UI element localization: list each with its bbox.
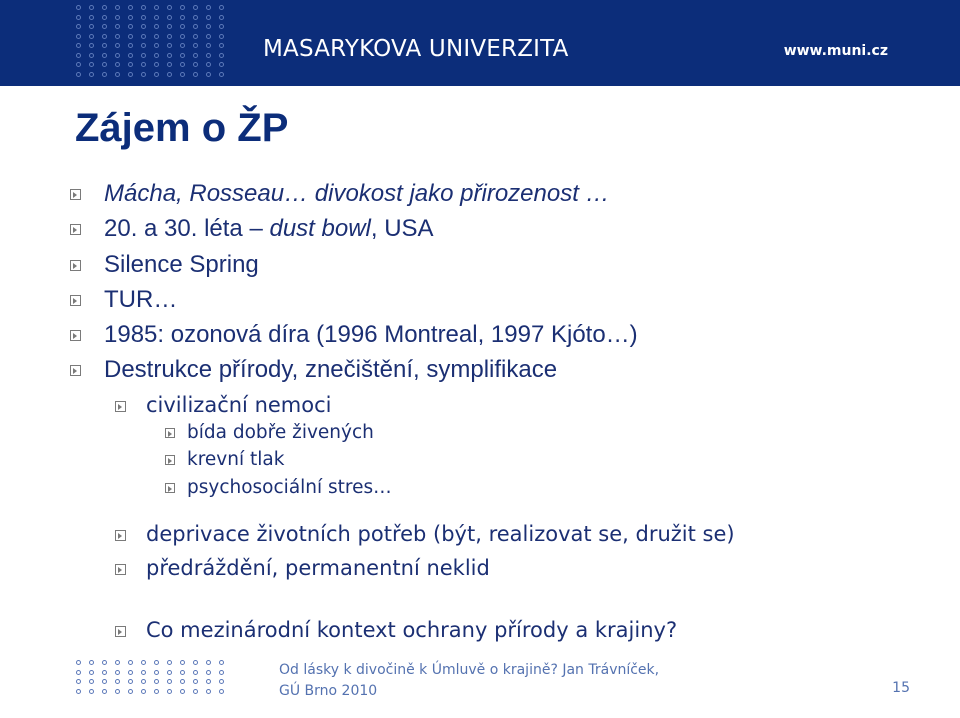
- decorative-dot: [102, 24, 107, 29]
- decorative-dot: [167, 34, 172, 39]
- decorative-dot: [167, 24, 172, 29]
- decorative-dot: [76, 53, 81, 58]
- bullet-arrow-icon: [70, 295, 81, 306]
- decorative-dot: [76, 670, 81, 675]
- decorative-dot: [115, 24, 120, 29]
- decorative-dot: [76, 660, 81, 665]
- decorative-dot: [115, 15, 120, 20]
- decorative-dot: [141, 15, 146, 20]
- decorative-dot: [167, 689, 172, 694]
- bullet-item: [187, 422, 374, 443]
- decorative-dot: [193, 679, 198, 684]
- decorative-dot: [167, 670, 172, 675]
- decorative-dot: [89, 5, 94, 10]
- bullet-item: [104, 321, 638, 349]
- bullet-arrow-icon: [165, 483, 175, 493]
- decorative-dot: [167, 72, 172, 77]
- decorative-dot: [76, 34, 81, 39]
- decorative-dot: [128, 34, 133, 39]
- decorative-dot: [219, 53, 224, 58]
- bullet-text: Silence Spring: [104, 251, 259, 278]
- bullet-item: [146, 522, 735, 546]
- footer-line: Od lásky k divočině k Úmluvě o krajině? Jan Trávníček,: [279, 662, 660, 678]
- decorative-dot: [89, 15, 94, 20]
- bullet-text: Co mezinárodní kontext ochrany přírody a krajiny?: [146, 618, 678, 642]
- decorative-dot: [193, 43, 198, 48]
- bullet-arrow-icon: [165, 455, 175, 465]
- bullet-item: [104, 251, 259, 279]
- bullet-arrow-icon: [165, 428, 175, 438]
- decorative-dot: [219, 670, 224, 675]
- decorative-dot: [128, 43, 133, 48]
- decorative-dot: [154, 679, 159, 684]
- decorative-dot: [206, 53, 211, 58]
- bullet-arrow-icon: [70, 189, 81, 200]
- decorative-dot: [154, 72, 159, 77]
- decorative-dot: [167, 62, 172, 67]
- bullet-text: krevní tlak: [187, 449, 285, 470]
- decorative-dot: [102, 670, 107, 675]
- decorative-dot: [206, 24, 211, 29]
- decorative-dot: [154, 15, 159, 20]
- decorative-dot: [206, 660, 211, 665]
- bullet-text: Destrukce přírody, znečištění, symplifikace: [104, 356, 558, 383]
- decorative-dot: [115, 34, 120, 39]
- decorative-dot: [219, 5, 224, 10]
- bullet-text-italic: dust bowl: [269, 215, 371, 242]
- decorative-dot: [76, 43, 81, 48]
- decorative-dot: [154, 24, 159, 29]
- decorative-dot: [193, 34, 198, 39]
- decorative-dot: [180, 689, 185, 694]
- decorative-dot: [115, 670, 120, 675]
- decorative-dot: [76, 689, 81, 694]
- decorative-dot: [115, 689, 120, 694]
- bullet-text: bída dobře živených: [187, 422, 374, 443]
- decorative-dot: [141, 62, 146, 67]
- decorative-dot: [141, 660, 146, 665]
- decorative-dot: [154, 5, 159, 10]
- decorative-dot: [89, 34, 94, 39]
- decorative-dot: [167, 660, 172, 665]
- bullet-text: Mácha, Rosseau… divokost jako přirozenost …: [104, 180, 610, 207]
- decorative-dot: [141, 34, 146, 39]
- decorative-dot: [180, 5, 185, 10]
- bullet-item: [146, 393, 331, 417]
- decorative-dot: [193, 660, 198, 665]
- decorative-dot: [141, 53, 146, 58]
- decorative-dot: [102, 15, 107, 20]
- decorative-dot: [128, 670, 133, 675]
- bullet-arrow-icon: [115, 401, 126, 412]
- decorative-dot: [206, 679, 211, 684]
- decorative-dot: [115, 679, 120, 684]
- decorative-dot: [193, 689, 198, 694]
- decorative-dot: [141, 5, 146, 10]
- decorative-dot: [89, 53, 94, 58]
- decorative-dot: [115, 5, 120, 10]
- decorative-dot: [115, 660, 120, 665]
- decorative-dot: [206, 34, 211, 39]
- decorative-dot: [193, 62, 198, 67]
- bullet-item: [146, 556, 490, 580]
- decorative-dot: [193, 72, 198, 77]
- decorative-dot: [180, 670, 185, 675]
- bullet-arrow-icon: [115, 626, 126, 637]
- decorative-dot: [154, 689, 159, 694]
- decorative-dot: [154, 660, 159, 665]
- decorative-dot: [193, 24, 198, 29]
- decorative-dot: [128, 53, 133, 58]
- decorative-dot: [128, 15, 133, 20]
- bullet-text: 1985: ozonová díra (1996 Montreal, 1997 Kjóto…): [104, 321, 638, 348]
- footer-line: GÚ Brno 2010: [279, 683, 378, 699]
- bullet-arrow-icon: [115, 564, 126, 575]
- decorative-dot: [102, 62, 107, 67]
- bullet-text: , USA: [370, 215, 434, 242]
- decorative-dot: [141, 679, 146, 684]
- decorative-dot: [206, 670, 211, 675]
- bullet-item: [187, 477, 392, 498]
- decorative-dot: [180, 679, 185, 684]
- decorative-dot: [154, 34, 159, 39]
- decorative-dot: [128, 679, 133, 684]
- decorative-dot: [89, 72, 94, 77]
- bullet-text: TUR…: [104, 286, 178, 313]
- decorative-dot: [219, 689, 224, 694]
- decorative-dot: [219, 24, 224, 29]
- decorative-dot: [76, 5, 81, 10]
- bullet-text: deprivace životních potřeb (být, realizovat se, družit se): [146, 522, 735, 546]
- bullet-text: předráždění, permanentní neklid: [146, 556, 490, 580]
- decorative-dot: [206, 72, 211, 77]
- bullet-arrow-icon: [70, 330, 81, 341]
- decorative-dot: [154, 43, 159, 48]
- decorative-dot: [89, 62, 94, 67]
- decorative-dot: [167, 679, 172, 684]
- decorative-dot: [219, 660, 224, 665]
- bullet-text: civilizační nemoci: [146, 393, 332, 417]
- decorative-dot: [206, 62, 211, 67]
- decorative-dot: [76, 62, 81, 67]
- decorative-dot: [141, 689, 146, 694]
- decorative-dot: [219, 34, 224, 39]
- decorative-dot: [219, 72, 224, 77]
- decorative-dot: [193, 5, 198, 10]
- decorative-dot: [128, 62, 133, 67]
- decorative-dot: [141, 24, 146, 29]
- decorative-dot: [180, 72, 185, 77]
- decorative-dot: [206, 15, 211, 20]
- decorative-dot: [180, 43, 185, 48]
- decorative-dot: [102, 689, 107, 694]
- decorative-dot: [76, 15, 81, 20]
- decorative-dot: [167, 5, 172, 10]
- decorative-dot: [219, 679, 224, 684]
- decorative-dot: [206, 689, 211, 694]
- decorative-dot: [89, 660, 94, 665]
- decorative-dot: [141, 72, 146, 77]
- dot-pattern-decoration: [76, 660, 227, 694]
- decorative-dot: [76, 72, 81, 77]
- university-brand: MASARYKOVA UNIVERZITA: [263, 36, 569, 62]
- decorative-dot: [219, 15, 224, 20]
- decorative-dot: [219, 43, 224, 48]
- decorative-dot: [76, 679, 81, 684]
- bullet-item: [104, 180, 610, 208]
- decorative-dot: [180, 24, 185, 29]
- slide-title: Zájem o ŽP: [75, 106, 289, 150]
- decorative-dot: [180, 53, 185, 58]
- decorative-dot: [89, 689, 94, 694]
- decorative-dot: [89, 670, 94, 675]
- header-bar: [0, 0, 960, 86]
- bullet-item: [187, 449, 284, 470]
- decorative-dot: [89, 24, 94, 29]
- decorative-dot: [89, 679, 94, 684]
- bullet-arrow-icon: [70, 260, 81, 271]
- decorative-dot: [180, 34, 185, 39]
- decorative-dot: [193, 670, 198, 675]
- bullet-arrow-icon: [115, 530, 126, 541]
- bullet-item: [146, 618, 677, 642]
- decorative-dot: [180, 15, 185, 20]
- bullet-arrow-icon: [70, 365, 81, 376]
- decorative-dot: [180, 660, 185, 665]
- footer-citation: [279, 660, 699, 702]
- decorative-dot: [102, 43, 107, 48]
- decorative-dot: [128, 689, 133, 694]
- decorative-dot: [115, 53, 120, 58]
- decorative-dot: [154, 62, 159, 67]
- decorative-dot: [128, 72, 133, 77]
- decorative-dot: [115, 43, 120, 48]
- decorative-dot: [206, 43, 211, 48]
- decorative-dot: [128, 24, 133, 29]
- decorative-dot: [167, 53, 172, 58]
- bullet-arrow-icon: [70, 224, 81, 235]
- decorative-dot: [141, 670, 146, 675]
- decorative-dot: [128, 660, 133, 665]
- decorative-dot: [102, 53, 107, 58]
- bullet-item: [104, 286, 177, 314]
- decorative-dot: [193, 15, 198, 20]
- decorative-dot: [154, 670, 159, 675]
- decorative-dot: [206, 5, 211, 10]
- decorative-dot: [102, 5, 107, 10]
- decorative-dot: [76, 24, 81, 29]
- decorative-dot: [102, 660, 107, 665]
- dot-pattern-decoration: [76, 5, 227, 77]
- decorative-dot: [102, 72, 107, 77]
- bullet-item: [104, 215, 434, 243]
- decorative-dot: [115, 62, 120, 67]
- decorative-dot: [102, 34, 107, 39]
- decorative-dot: [167, 43, 172, 48]
- decorative-dot: [193, 53, 198, 58]
- page-number: 15: [892, 680, 910, 696]
- decorative-dot: [115, 72, 120, 77]
- bullet-item: [104, 356, 557, 384]
- bullet-text: 20. a 30. léta –: [104, 215, 270, 242]
- decorative-dot: [89, 43, 94, 48]
- decorative-dot: [154, 53, 159, 58]
- bullet-text: psychosociální stres…: [187, 477, 392, 498]
- website-url: www.muni.cz: [783, 43, 888, 59]
- decorative-dot: [102, 679, 107, 684]
- decorative-dot: [180, 62, 185, 67]
- decorative-dot: [219, 62, 224, 67]
- decorative-dot: [167, 15, 172, 20]
- decorative-dot: [128, 5, 133, 10]
- decorative-dot: [141, 43, 146, 48]
